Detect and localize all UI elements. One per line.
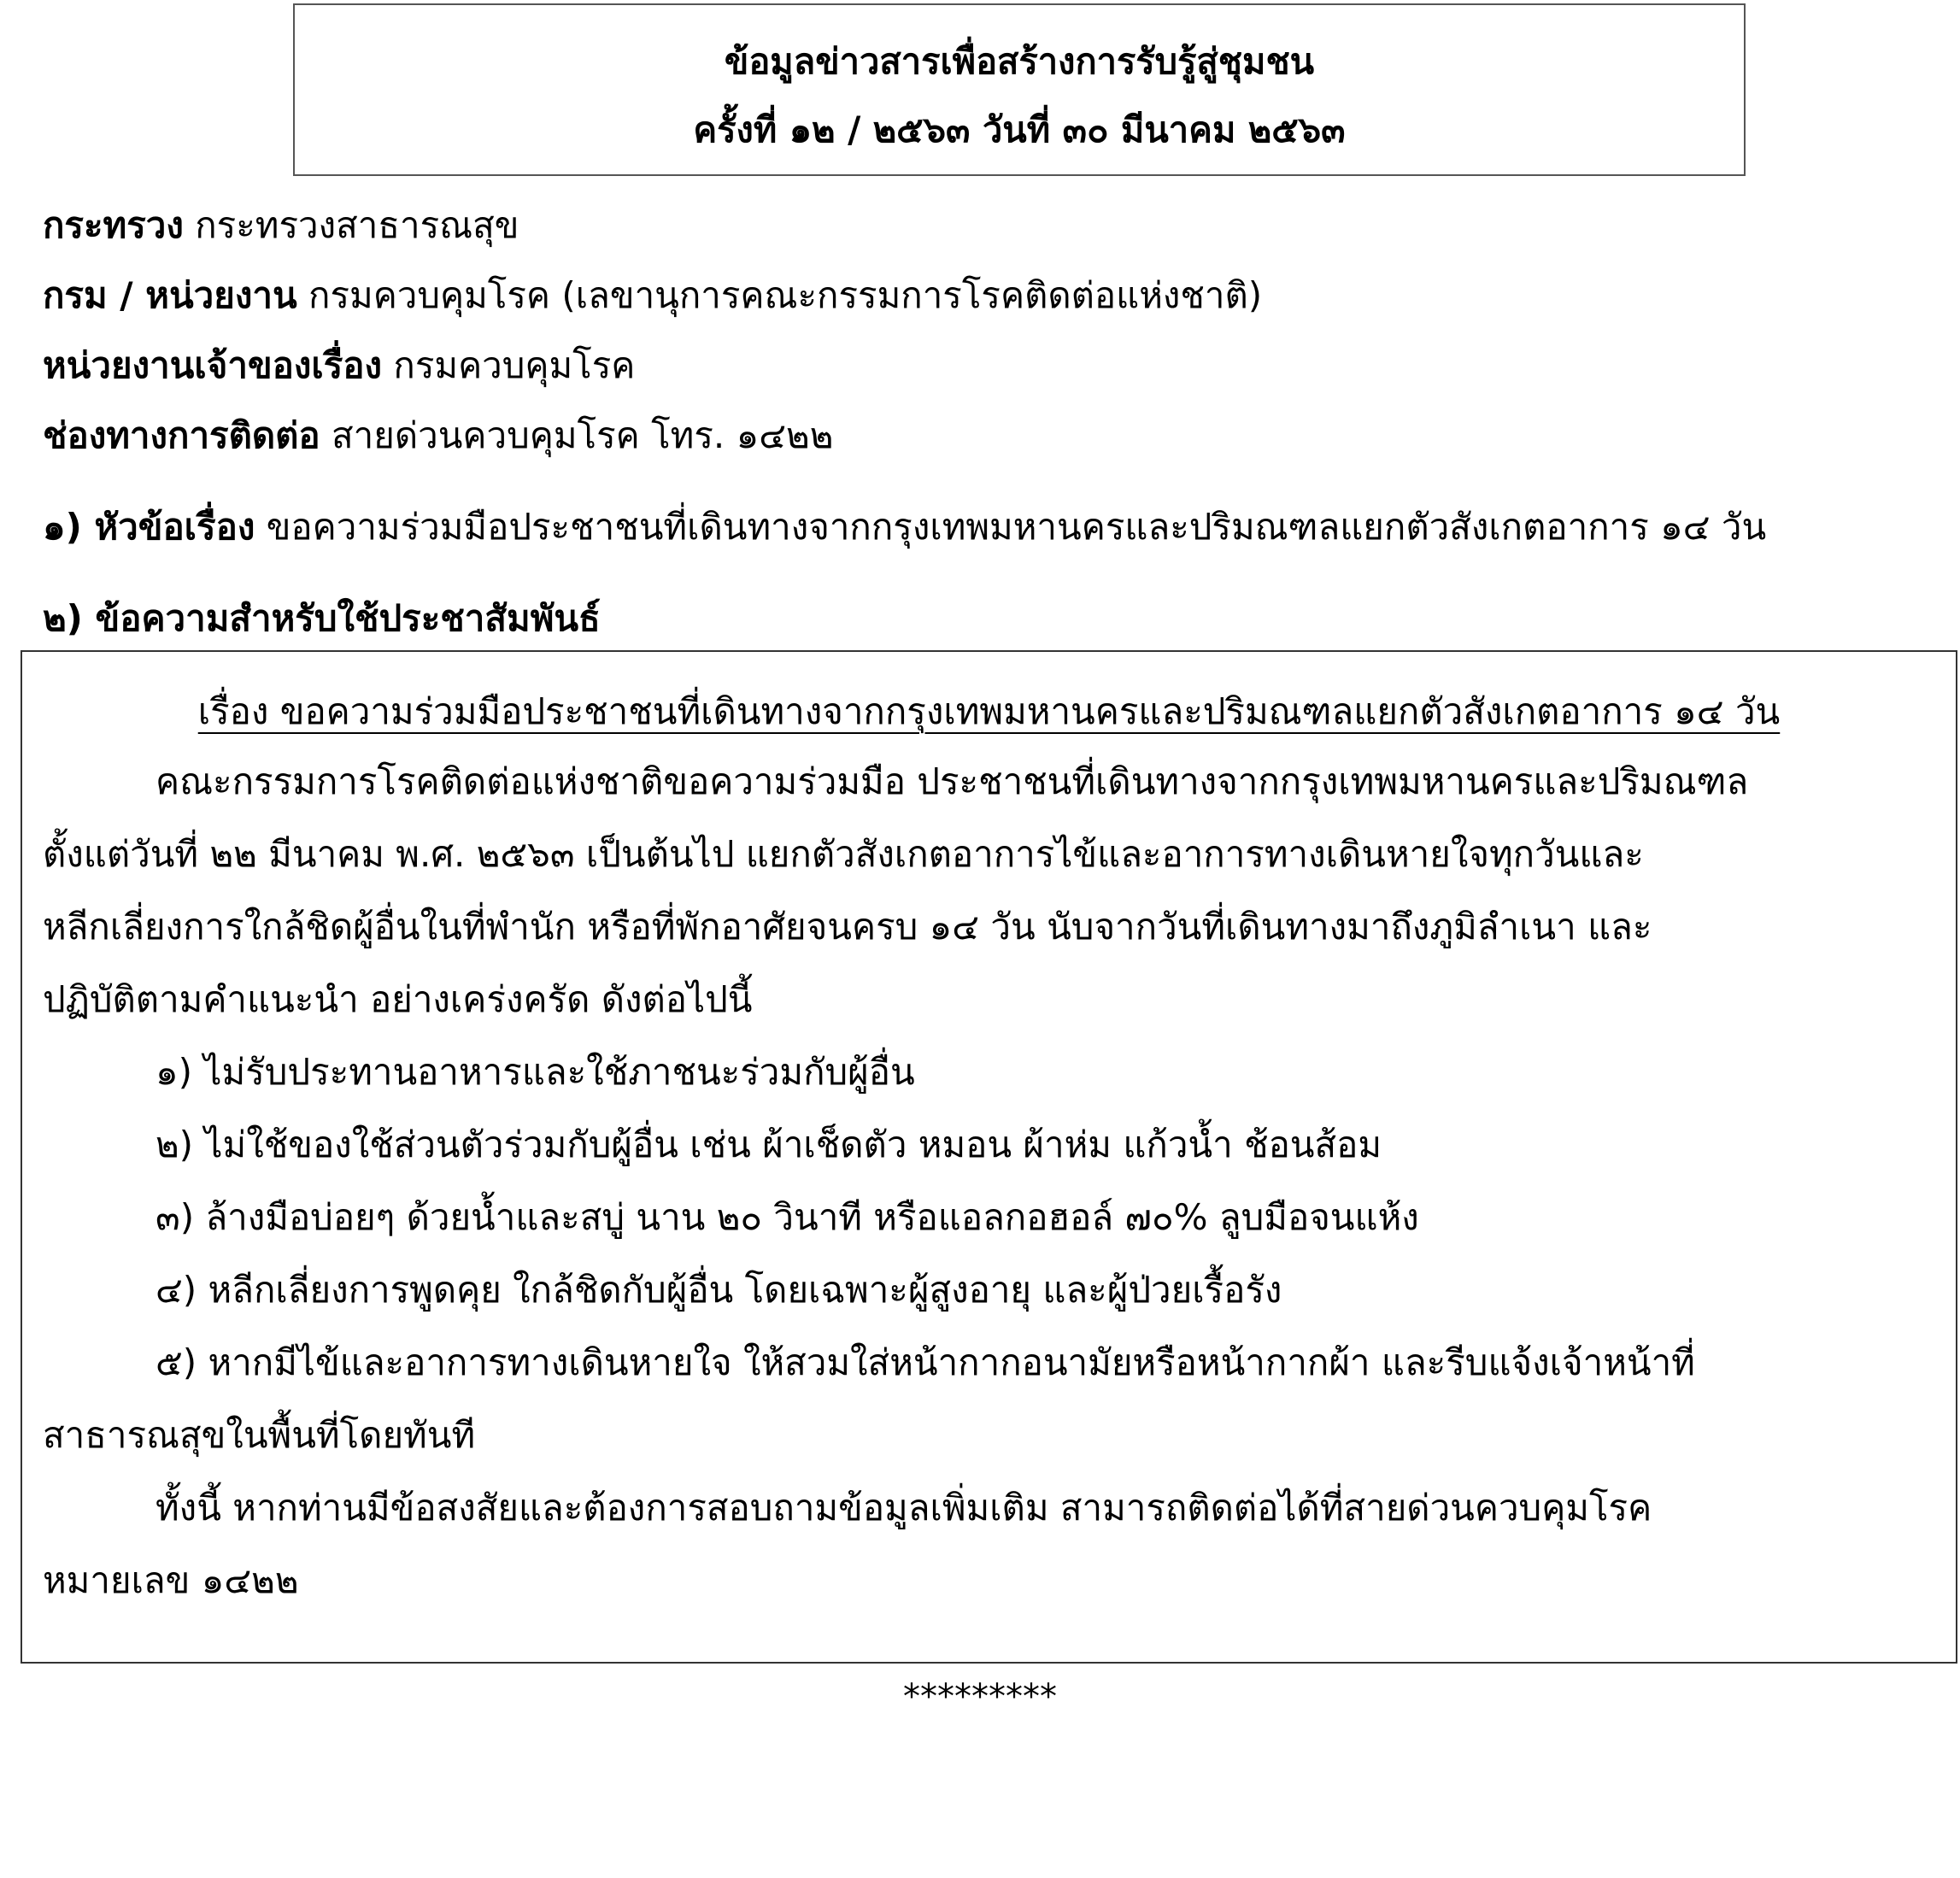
ministry-label: กระทรวง	[43, 204, 184, 246]
paragraph1-line1: คณะกรรมการโรคติดต่อแห่งชาติขอความร่วมมือ ประชาชนที่เดินทางจากกรุงเทพมหานครและปริมณฑล	[156, 760, 1749, 802]
ministry-value: กระทรวงสาธารณสุข	[195, 204, 519, 246]
paragraph1-line2: ตั้งแต่วันที่ ๒๒ มีนาคม พ.ศ. ๒๕๖๓ เป็นต้นไป แยกตัวสังเกตอาการไข้และอาการทางเดินหายใจทุกวันและ	[43, 833, 1644, 875]
message-box	[21, 650, 1957, 1664]
list-item-1: ๑) ไม่รับประทานอาหารและใช้ภาชนะร่วมกับผู้อื่น	[156, 1051, 915, 1093]
paragraph1-line4: ปฏิบัติตามคำแนะนำ อย่างเคร่งครัด ดังต่อไปนี้	[43, 978, 753, 1020]
end-marker: *********	[903, 1677, 1057, 1717]
section2-line	[43, 593, 601, 644]
list-item-5-line1: ๕) หากมีไข้และอาการทางเดินหายใจ ให้สวมใส่หน้ากากอนามัยหรือหน้ากากผ้า และรีบแจ้งเจ้าหน้าที่	[156, 1341, 1695, 1383]
list-item-3: ๓) ล้างมือบ่อยๆ ด้วยน้ำและสบู่ นาน ๒๐ วินาที หรือแอลกอฮอล์ ๗๐% ลูบมือจนแห้ง	[156, 1196, 1419, 1238]
department-line	[43, 270, 1262, 321]
list-item-2: ๒) ไม่ใช้ของใช้ส่วนตัวร่วมกับผู้อื่น เช่น ผ้าเช็ดตัว หมอน ผ้าห่ม แก้วน้ำ ช้อนส้อม	[156, 1124, 1382, 1165]
owner-value: กรมควบคุมโรค	[393, 344, 636, 386]
contact-value: สายด่วนควบคุมโรค โทร. ๑๔๒๒	[332, 414, 834, 456]
message-subject	[22, 686, 1956, 737]
section2-label: ๒) ข้อความสำหรับใช้ประชาสัมพันธ์	[43, 597, 601, 639]
issue-line: ครั้งที่ ๑๒ / ๒๕๖๓ วันที่ ๓๐ มีนาคม ๒๕๖๓	[693, 109, 1346, 150]
paragraph1-line3: หลีกเลี่ยงการใกล้ชิดผู้อื่นในที่พำนัก หรือที่พักอาศัยจนครบ ๑๔ วัน นับจากวันที่เดินทางมาถึงภูมิลำเนา และ	[43, 906, 1652, 948]
section1-line	[43, 502, 1766, 553]
contact-line	[43, 410, 833, 461]
owner-label: หน่วยงานเจ้าของเรื่อง	[43, 344, 383, 386]
list-item-4: ๔) หลีกเลี่ยงการพูดคุย ใกล้ชิดกับผู้อื่น โดยเฉพาะผู้สูงอายุ และผู้ป่วยเรื้อรัง	[156, 1269, 1282, 1311]
closing-line1: ทั้งนี้ หากท่านมีข้อสงสัยและต้องการสอบถามข้อมูลเพิ่มเติม สามารถติดต่อได้ที่สายด่วนควบคุมโรค	[156, 1487, 1652, 1529]
ministry-line	[43, 200, 519, 251]
department-label: กรม / หน่วยงาน	[43, 274, 297, 316]
list-item-5-line2: สาธารณสุขในพื้นที่โดยทันที	[43, 1414, 476, 1456]
title-box	[293, 3, 1746, 176]
contact-label: ช่องทางการติดต่อ	[43, 414, 320, 456]
department-value: กรมควบคุมโรค (เลขานุการคณะกรรมการโรคติดต่อแห่งชาติ)	[308, 274, 1263, 316]
closing-line2: หมายเลข ๑๔๒๒	[43, 1559, 299, 1601]
document-title: ข้อมูลข่าวสารเพื่อสร้างการรับรู้สู่ชุมชน	[724, 40, 1315, 82]
message-subject-text: เรื่อง ขอความร่วมมือประชาชนที่เดินทางจากกรุงเทพมหานครและปริมณฑลแยกตัวสังเกตอาการ ๑๔ วัน	[197, 690, 1781, 732]
section1-label: ๑) หัวข้อเรื่อง	[43, 506, 255, 548]
owner-line	[43, 340, 635, 391]
section1-value: ขอความร่วมมือประชาชนที่เดินทางจากกรุงเทพมหานครและปริมณฑลแยกตัวสังเกตอาการ ๑๔ วัน	[266, 506, 1767, 548]
